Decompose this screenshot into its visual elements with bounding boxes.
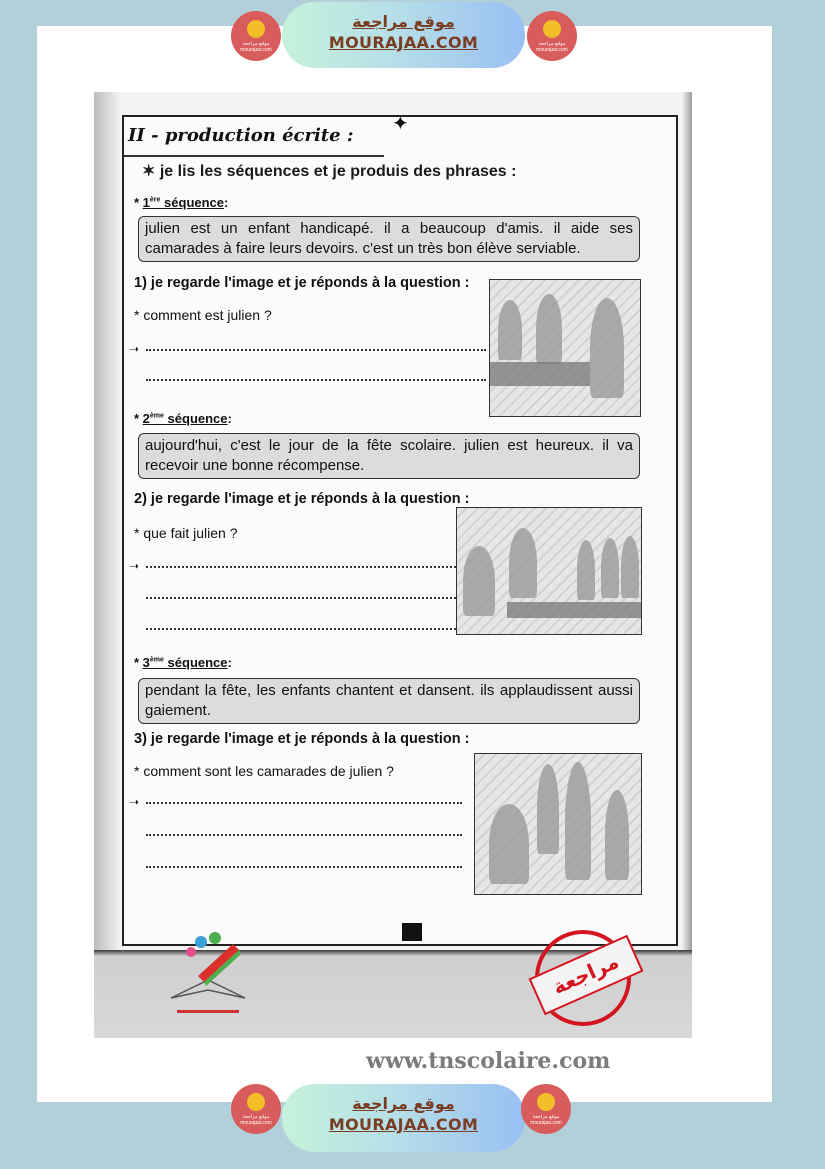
sub-question-1: * comment est julien ?	[134, 307, 272, 323]
page-tab-marker	[402, 923, 422, 941]
illustration-2	[456, 507, 642, 635]
illustration-3	[474, 753, 642, 895]
scan-edge	[682, 92, 692, 1038]
book-icon	[543, 20, 561, 38]
banner-latin-title: MOURAJAA.COM	[328, 1115, 479, 1134]
sequence-1-text: julien est un enfant handicapé. il a beaucoup d'amis. il aide ses camarades à faire leurs devoirs. c'est un très bon élève serviable.	[138, 216, 640, 262]
mourajaa-badge-left[interactable]	[231, 11, 281, 61]
worksheet-frame	[122, 115, 678, 946]
arrow-icon: ➝	[129, 795, 140, 809]
scanned-worksheet	[94, 92, 692, 1038]
seq-suffix: ème	[149, 412, 164, 420]
book-icon	[247, 20, 265, 38]
instruction-text: je lis les séquences et je produis des phrases :	[159, 163, 517, 180]
answer-line[interactable]	[146, 866, 462, 868]
illustration-1	[489, 279, 641, 417]
seq-suffix: ère	[149, 196, 161, 204]
mourajaa-badge-right-footer[interactable]	[521, 1084, 571, 1134]
header-banner[interactable]	[282, 2, 525, 68]
sequence-1-label: * 1ère séquence:	[134, 195, 229, 210]
banner-arabic-title: موقع مراجعة	[352, 12, 455, 31]
question-1: 1) je regarde l'image et je réponds à la question :	[134, 275, 470, 291]
mourajaa-badge-left-footer[interactable]	[231, 1084, 281, 1134]
asterisk-icon: ✶	[142, 163, 160, 180]
arrow-icon: ➝	[129, 559, 140, 573]
question-3: 3) je regarde l'image et je réponds à la question :	[134, 731, 470, 747]
sequence-3-label: * 3ème séquence:	[134, 655, 232, 670]
stamp-text: مراجعة	[529, 935, 644, 1015]
sequence-2-text: aujourd'hui, c'est le jour de la fête scolaire. julien est heureux. il va recevoir une bonne récompense.	[138, 433, 640, 479]
instruction	[142, 161, 516, 181]
sub-question-2: * que fait julien ?	[134, 525, 238, 541]
seq-word: séquence	[167, 655, 228, 670]
answer-line[interactable]	[146, 802, 462, 804]
answer-line[interactable]	[146, 379, 486, 381]
seq-word: séquence	[167, 411, 228, 426]
scan-shadow	[94, 92, 122, 1038]
website-url[interactable]: www.tnscolaire.com	[366, 1048, 611, 1074]
sequence-2-label: * 2ème séquence:	[134, 411, 232, 426]
seq-number: 3	[142, 655, 150, 670]
star-ornament-icon: ✦	[392, 113, 409, 135]
answer-line[interactable]	[146, 628, 456, 630]
book-icon	[247, 1093, 265, 1111]
sequence-3-text: pendant la fête, les enfants chantent et dansent. ils applaudissent aussi gaiement.	[138, 678, 640, 724]
answer-line[interactable]	[146, 349, 486, 351]
seq-word: séquence	[164, 195, 225, 210]
badge-caption: موقع مراجعة mourajaa.com	[240, 1114, 272, 1126]
badge-caption: موقع مراجعة mourajaa.com	[530, 1114, 562, 1126]
mourajaa-badge-right[interactable]	[527, 11, 577, 61]
book-icon	[537, 1093, 555, 1111]
banner-latin-title: MOURAJAA.COM	[328, 33, 479, 52]
question-2: 2) je regarde l'image et je réponds à la question :	[134, 491, 470, 507]
banner-arabic-title: موقع مراجعة	[352, 1094, 455, 1113]
badge-caption: موقع مراجعة mourajaa.com	[240, 41, 272, 53]
badge-caption: موقع مراجعة mourajaa.com	[536, 41, 568, 53]
seq-suffix: ème	[149, 656, 164, 664]
answer-line[interactable]	[146, 597, 456, 599]
arrow-icon: ➝	[129, 342, 140, 356]
seq-number: 2	[142, 411, 150, 426]
seq-number: 1	[142, 195, 150, 210]
section-title: II - production écrite :	[128, 125, 354, 146]
school-group-logo-icon	[163, 928, 253, 1018]
footer-banner[interactable]	[282, 1084, 525, 1152]
answer-line[interactable]	[146, 566, 456, 568]
answer-line[interactable]	[146, 834, 462, 836]
sub-question-3: * comment sont les camarades de julien ?	[134, 763, 394, 779]
